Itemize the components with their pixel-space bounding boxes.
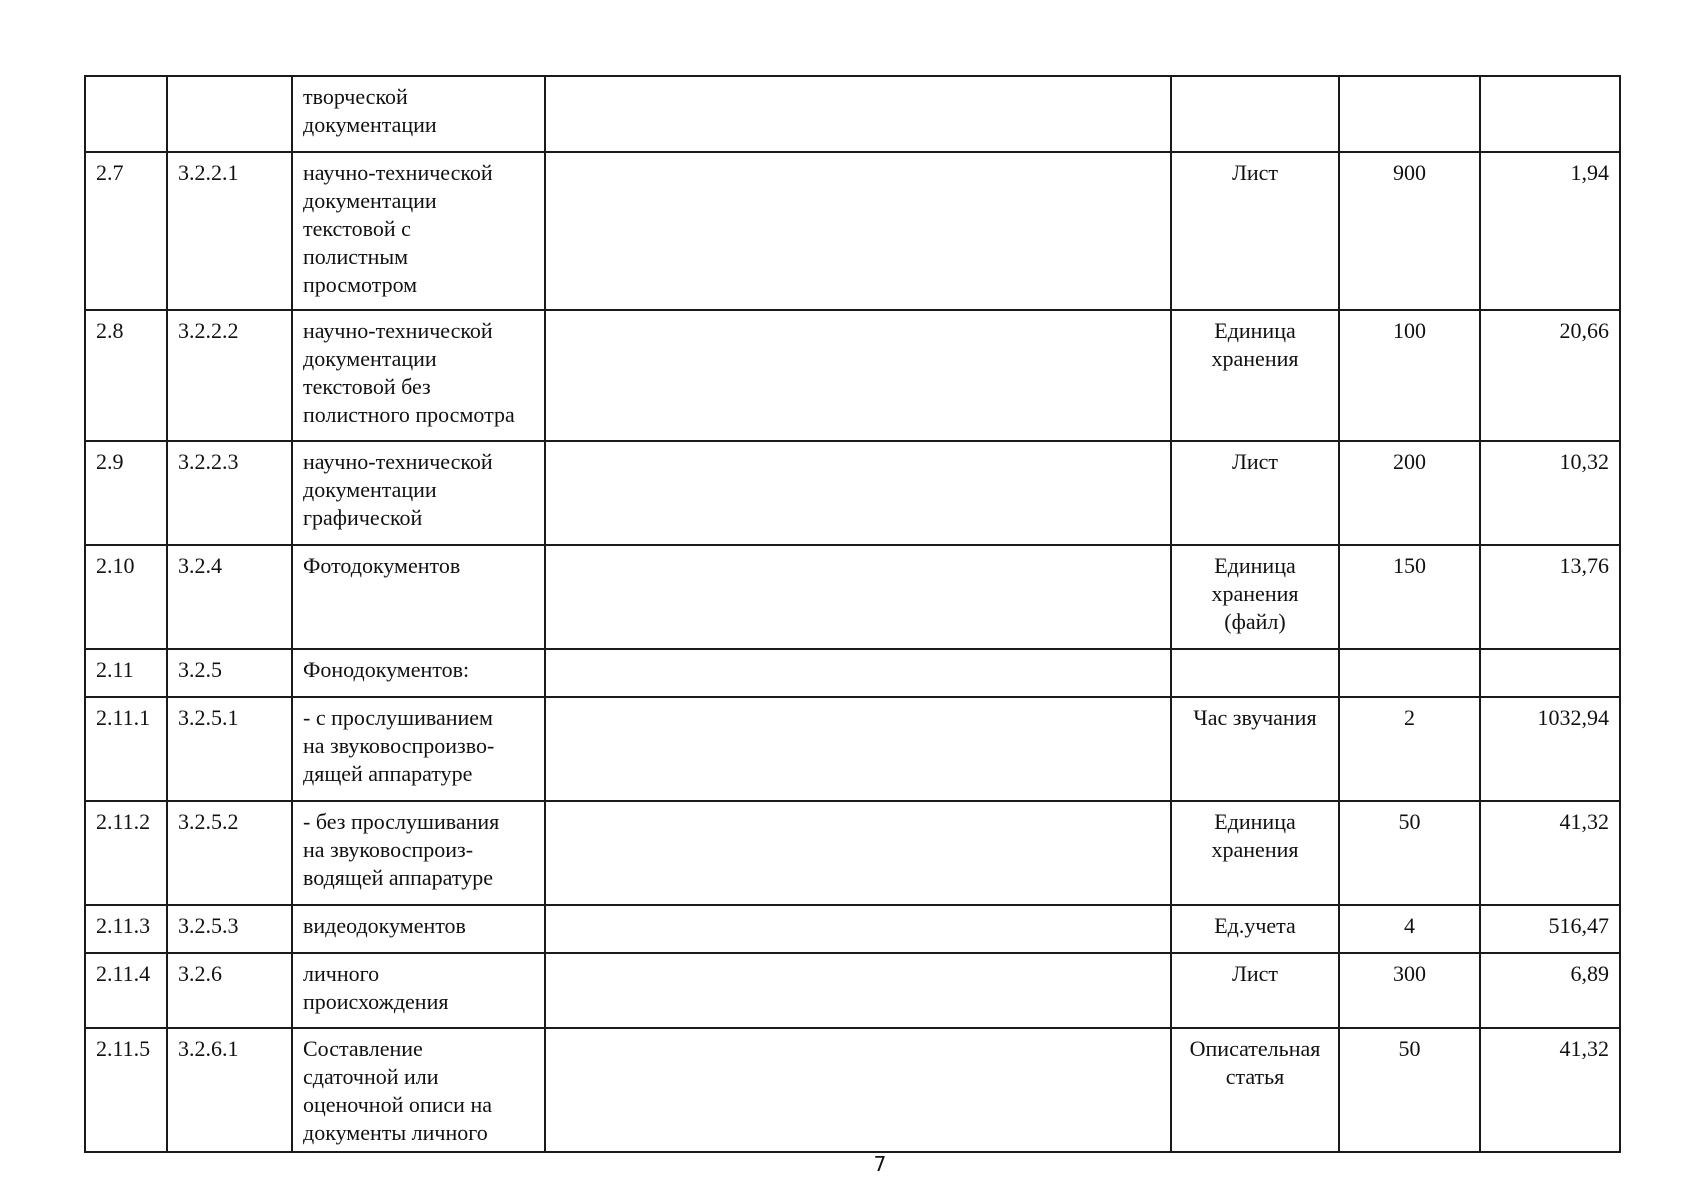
row-number-text: 2.11	[96, 657, 134, 682]
row-number-cell	[85, 310, 167, 441]
row-number-cell	[85, 801, 167, 905]
row-name-cell	[292, 545, 545, 649]
row-quantity-text: 900	[1393, 160, 1426, 185]
row-quantity-cell	[1339, 905, 1480, 953]
row-name-text: творческой документации	[303, 84, 437, 137]
row-number-text: 2.11.2	[96, 809, 151, 834]
row-code-cell	[167, 545, 292, 649]
row-code-cell	[167, 697, 292, 801]
row-name-text: видеодокументов	[303, 913, 466, 938]
row-price-text: 20,66	[1559, 318, 1609, 343]
row-name-cell	[292, 1028, 545, 1152]
row-quantity-text: 150	[1393, 553, 1426, 578]
row-description-cell	[545, 152, 1171, 310]
row-unit-cell	[1171, 905, 1339, 953]
row-price-text: 41,32	[1559, 1036, 1609, 1061]
row-price-cell	[1480, 905, 1620, 953]
row-code-text: 3.2.6	[178, 961, 222, 986]
row-quantity-cell	[1339, 801, 1480, 905]
row-price-cell	[1480, 649, 1620, 697]
row-number-text: 2.11.1	[96, 705, 151, 730]
row-quantity-cell	[1339, 152, 1480, 310]
row-price-cell	[1480, 76, 1620, 152]
row-number-cell	[85, 76, 167, 152]
row-code-text: 3.2.2.2	[178, 318, 239, 343]
row-number-cell	[85, 649, 167, 697]
row-quantity-cell	[1339, 1028, 1480, 1152]
row-description-cell	[545, 545, 1171, 649]
row-code-text: 3.2.5.3	[178, 913, 239, 938]
row-number-text: 2.11.3	[96, 913, 151, 938]
table-body	[85, 76, 1620, 1152]
row-quantity-text: 50	[1398, 1036, 1421, 1061]
row-name-text: Составление сдаточной или оценочной описи на документы личного	[303, 1036, 492, 1145]
row-code-text: 3.2.4	[178, 553, 222, 578]
row-number-cell	[85, 953, 167, 1028]
row-number-cell	[85, 1028, 167, 1152]
row-name-text: личного происхождения	[303, 961, 449, 1014]
row-unit-cell	[1171, 697, 1339, 801]
table-row	[85, 905, 1620, 953]
row-description-cell	[545, 905, 1171, 953]
row-name-cell	[292, 801, 545, 905]
row-unit-text: Описательная статья	[1189, 1036, 1321, 1089]
price-table	[84, 75, 1621, 1153]
table-row	[85, 1028, 1620, 1152]
row-number-text: 2.10	[96, 553, 135, 578]
row-description-cell	[545, 697, 1171, 801]
row-number-text: 2.9	[96, 449, 124, 474]
row-number-text: 2.11.4	[96, 961, 151, 986]
row-unit-text: Лист	[1231, 961, 1279, 986]
row-unit-text: Единица хранения (файл)	[1211, 553, 1299, 634]
row-quantity-cell	[1339, 545, 1480, 649]
row-description-cell	[545, 1028, 1171, 1152]
row-code-text: 3.2.5.1	[178, 705, 239, 730]
row-number-cell	[85, 545, 167, 649]
row-description-cell	[545, 649, 1171, 697]
table-row	[85, 152, 1620, 310]
row-name-text: Фонодокументов:	[303, 657, 470, 682]
row-unit-cell	[1171, 801, 1339, 905]
row-quantity-cell	[1339, 441, 1480, 545]
row-price-cell	[1480, 441, 1620, 545]
row-unit-cell	[1171, 649, 1339, 697]
row-name-cell	[292, 649, 545, 697]
row-description-cell	[545, 801, 1171, 905]
row-price-text: 1032,94	[1537, 705, 1609, 730]
row-number-cell	[85, 152, 167, 310]
row-name-text: - без прослушивания на звуковоспроиз- водящей аппаратуре	[303, 809, 500, 890]
row-price-text: 13,76	[1559, 553, 1609, 578]
row-unit-cell	[1171, 441, 1339, 545]
row-name-cell	[292, 905, 545, 953]
row-price-cell	[1480, 545, 1620, 649]
row-quantity-text: 2	[1404, 705, 1415, 730]
row-quantity-text: 200	[1393, 449, 1426, 474]
row-quantity-cell	[1339, 76, 1480, 152]
row-name-cell	[292, 76, 545, 152]
row-unit-cell	[1171, 545, 1339, 649]
row-code-cell	[167, 76, 292, 152]
row-unit-cell	[1171, 310, 1339, 441]
row-code-cell	[167, 905, 292, 953]
row-quantity-cell	[1339, 697, 1480, 801]
row-code-cell	[167, 1028, 292, 1152]
page-number: 7	[873, 1152, 887, 1176]
table-row	[85, 801, 1620, 905]
row-price-cell	[1480, 1028, 1620, 1152]
row-code-text: 3.2.2.1	[178, 160, 239, 185]
row-code-text: 3.2.5	[178, 657, 222, 682]
row-price-text: 1,94	[1570, 160, 1609, 185]
row-name-text: - с прослушиванием на звуковоспроизво- дящей аппаратуре	[303, 705, 495, 786]
row-code-cell	[167, 649, 292, 697]
row-price-text: 10,32	[1559, 449, 1609, 474]
row-unit-text: Ед.учета	[1214, 913, 1296, 938]
row-description-cell	[545, 310, 1171, 441]
row-price-text: 6,89	[1570, 961, 1609, 986]
row-unit-text: Час звучания	[1193, 705, 1317, 730]
row-code-text: 3.2.2.3	[178, 449, 239, 474]
row-price-text: 41,32	[1559, 809, 1609, 834]
row-unit-text: Лист	[1231, 160, 1279, 185]
row-code-text: 3.2.6.1	[178, 1036, 239, 1061]
table-row	[85, 76, 1620, 152]
row-description-cell	[545, 953, 1171, 1028]
table-row	[85, 953, 1620, 1028]
row-quantity-text: 100	[1393, 318, 1426, 343]
row-name-text: научно-технической документации графической	[303, 449, 493, 530]
row-unit-cell	[1171, 152, 1339, 310]
row-number-text: 2.11.5	[96, 1036, 151, 1061]
table-row	[85, 697, 1620, 801]
row-number-cell	[85, 697, 167, 801]
row-name-cell	[292, 953, 545, 1028]
row-description-cell	[545, 441, 1171, 545]
row-price-cell	[1480, 152, 1620, 310]
row-code-cell	[167, 801, 292, 905]
row-number-text: 2.7	[96, 160, 124, 185]
row-code-cell	[167, 310, 292, 441]
row-quantity-cell	[1339, 310, 1480, 441]
row-price-cell	[1480, 310, 1620, 441]
row-name-cell	[292, 310, 545, 441]
table-row	[85, 441, 1620, 545]
row-name-text: научно-технической документации текстовой без полистного просмотра	[303, 318, 515, 427]
row-quantity-cell	[1339, 953, 1480, 1028]
row-quantity-cell	[1339, 649, 1480, 697]
row-unit-text: Единица хранения	[1211, 318, 1299, 371]
row-code-text: 3.2.5.2	[178, 809, 239, 834]
row-unit-cell	[1171, 1028, 1339, 1152]
row-name-cell	[292, 697, 545, 801]
row-name-cell	[292, 441, 545, 545]
row-number-cell	[85, 905, 167, 953]
row-unit-text: Единица хранения	[1211, 809, 1299, 862]
row-unit-cell	[1171, 76, 1339, 152]
table-row	[85, 649, 1620, 697]
row-quantity-text: 300	[1393, 961, 1426, 986]
row-unit-cell	[1171, 953, 1339, 1028]
row-code-cell	[167, 152, 292, 310]
row-unit-text: Лист	[1231, 449, 1279, 474]
row-description-cell	[545, 76, 1171, 152]
table-row	[85, 310, 1620, 441]
row-price-cell	[1480, 953, 1620, 1028]
row-price-text: 516,47	[1548, 913, 1609, 938]
row-name-text: научно-технической документации текстовой с полистным просмотром	[303, 160, 493, 297]
row-name-cell	[292, 152, 545, 310]
table-row	[85, 545, 1620, 649]
row-number-cell	[85, 441, 167, 545]
row-code-cell	[167, 441, 292, 545]
row-price-cell	[1480, 697, 1620, 801]
row-price-cell	[1480, 801, 1620, 905]
row-name-text: Фотодокументов	[303, 553, 461, 578]
row-number-text: 2.8	[96, 318, 124, 343]
row-quantity-text: 4	[1404, 913, 1415, 938]
row-code-cell	[167, 953, 292, 1028]
row-quantity-text: 50	[1398, 809, 1421, 834]
